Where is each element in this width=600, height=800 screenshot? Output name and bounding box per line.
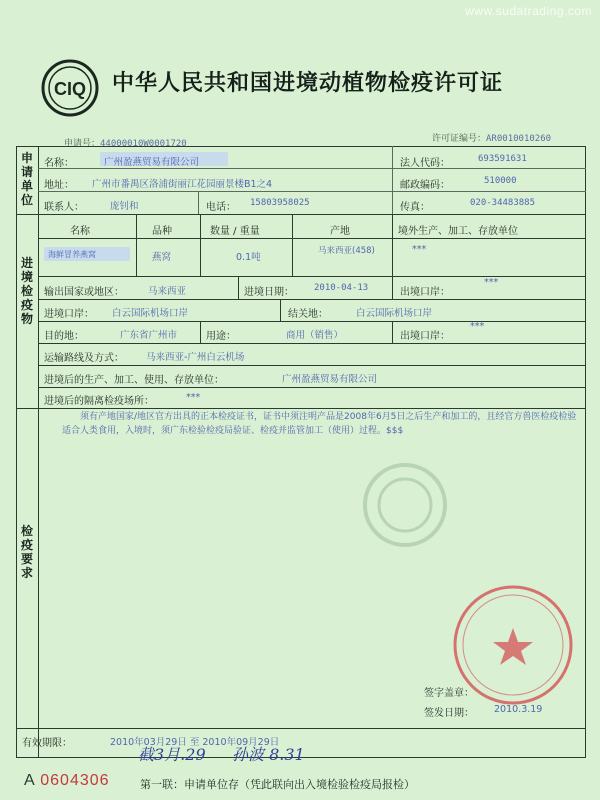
name-label: 名称： (44, 158, 74, 169)
legal-code-label: 法人代码： (400, 158, 450, 169)
issue-date-label: 签发日期： (424, 708, 474, 719)
customs-label: 结关地： (288, 309, 328, 320)
seal-text: CIQ (53, 79, 87, 99)
serial-number: A 0604306 (24, 772, 110, 789)
sign-label: 签字盖章： (424, 688, 474, 699)
background-emblem-icon (360, 460, 450, 550)
quarantine-site-value: *** (186, 392, 201, 403)
destination-label: 目的地： (44, 331, 84, 342)
goods-section-title: 进境检疫物 (20, 256, 33, 326)
footer-copy-note: 第一联：申请单位存（凭此联向出入境检验检疫局报检） (140, 778, 415, 791)
handwritten-signature-1: 截3月.29 (138, 745, 206, 764)
phone-label: 电话： (206, 202, 236, 213)
goods-variety-value: 燕窝 (152, 252, 172, 263)
fax-label: 传真： (400, 202, 430, 213)
purpose-value: 商用（销售） (286, 330, 344, 341)
postal-label: 邮政编码： (400, 180, 450, 191)
post-entry-value: 广州盈燕贸易有限公司 (282, 374, 378, 385)
entry-port2-value: *** (470, 321, 485, 332)
goods-header-quantity: 数量 / 重量 (210, 226, 260, 237)
goods-header-variety: 品种 (152, 226, 172, 237)
route-label: 运输路线及方式： (44, 353, 124, 364)
goods-name-value: 海鲜冒养燕窝 (48, 250, 96, 259)
quarantine-site-label: 进境后的隔离检疫场所： (44, 396, 154, 407)
phone-value: 15803958025 (250, 198, 310, 208)
export-country-value: 马来西亚 (148, 286, 187, 297)
exit-port-label: 出境口岸： (400, 287, 450, 298)
entry-port2-label: 出境口岸： (400, 331, 450, 342)
requirements-section-title: 检疫要求 (20, 524, 33, 580)
contact-value: 庞钊和 (110, 201, 139, 212)
export-country-label: 输出国家或地区： (44, 287, 124, 298)
customs-value: 白云国际机场口岸 (356, 308, 433, 319)
requirements-text: 须有产地国家/地区官方出具的正本检疫证书，证书中须注明产品是2008年6月5日之后生产和加工的，且经官方兽医检疫检验适合人类食用，入境时，须广东检验检疫局验证、检疫并监管加工（使用）过程。$$$ (62, 412, 577, 436)
goods-header-overseas-unit: 境外生产、加工、存放单位 (398, 226, 518, 237)
entry-date-value: 2010-04-13 (314, 283, 369, 293)
entry-port-value: 白云国际机场口岸 (112, 308, 189, 319)
destination-value: 广东省广州市 (120, 330, 178, 341)
handwritten-signature-2: 孙波 8.31 (232, 745, 305, 764)
goods-overseas-unit-value: *** (412, 244, 427, 255)
contact-label: 联系人： (44, 202, 84, 213)
issue-date-value: 2010.3.19 (494, 704, 543, 715)
postal-value: 510000 (484, 176, 517, 186)
validity-value: 2010年03月29日 至 2010年09月29日 (110, 737, 280, 748)
goods-quantity-value: 0.1吨 (236, 252, 261, 263)
application-number: 申请号：44000010W0001720 (64, 139, 187, 149)
goods-header-origin: 产地 (330, 226, 350, 237)
legal-code-value: 693591631 (478, 154, 527, 164)
goods-header-name: 名称 (70, 226, 90, 237)
entry-date-label: 进境日期： (244, 287, 294, 298)
name-value: 广州盈燕贸易有限公司 (104, 157, 200, 168)
address-label: 地址： (44, 180, 74, 191)
page-title: 中华人民共和国进境动植物检疫许可证 (112, 71, 504, 96)
watermark: www.sudatrading.com (465, 4, 592, 18)
goods-origin-value: 马来西亚(458) (318, 246, 375, 256)
address-value: 广州市番禺区洛浦街丽江花园丽景楼B1之4 (92, 179, 273, 190)
post-entry-label: 进境后的生产、加工、使用、存放单位： (44, 375, 224, 386)
entry-port-label: 进境口岸： (44, 309, 94, 320)
applicant-section-title: 申请单位 (20, 151, 33, 207)
ciq-seal-icon (40, 58, 100, 118)
route-value: 马来西亚-广州白云机场 (146, 352, 245, 363)
validity-label: 有效期限： (22, 738, 72, 749)
purpose-label: 用途： (206, 331, 236, 342)
fax-value: 020-34483885 (470, 198, 536, 208)
permit-number: 许可证编号：AR0010010260 (432, 134, 552, 144)
exit-port-value: *** (484, 277, 499, 288)
